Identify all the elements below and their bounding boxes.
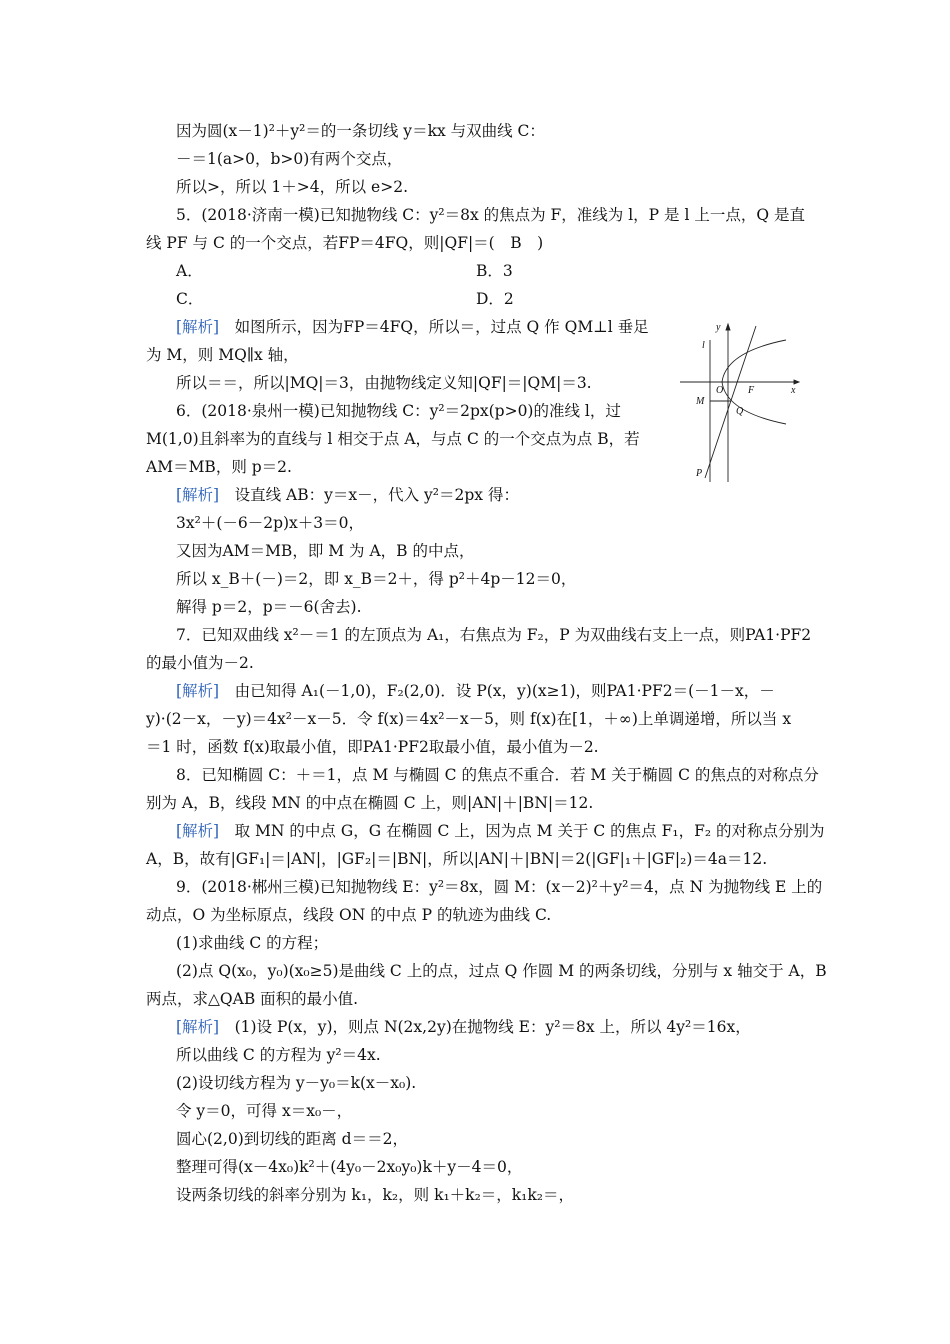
y-axis-arrow-icon [726,324,730,330]
line-text: 9．(2018·郴州三模)已知抛物线 E：y²＝8x，圆 M：(x－2)²＋y²＝4，点 N 为抛物线 E 上的 [176,878,823,896]
line-text: 由已知得 A₁(－1,0)，F₂(2,0)．设 P(x，y)(x≥1)，则PA1·PF2＝(－1－x，－ [219,682,775,700]
text-line [176,625,811,645]
text-line [146,709,791,729]
analysis-tag: [解析] [176,822,220,840]
label-m: M [696,396,705,407]
text-line [146,989,358,1009]
text-line [476,261,513,281]
label-l: l [702,340,705,351]
text-line [176,261,203,281]
text-line [176,961,827,981]
text-line [176,877,822,897]
text-line [176,933,328,953]
line-text: C． [176,290,204,308]
text-line [176,765,819,785]
line-text: 两点，求△QAB 面积的最小值. [146,990,359,1008]
line-text: 设两条切线的斜率分别为 k₁，k₂，则 k₁＋k₂＝，k₁k₂＝， [176,1186,574,1204]
line-text: 如图所示，因为FP＝4FQ，所以＝，过点 Q 作 QM⊥l 垂足 [219,318,649,336]
line-text: M(1,0)且斜率为的直线与 l 相交于点 A，与点 C 的一个交点为点 B，若 [146,430,640,448]
label-y: y [716,322,721,333]
label-x: x [791,385,796,396]
label-f: F [748,385,755,396]
line-text: 为 M，则 MQ∥x 轴， [146,346,299,364]
line-pf [705,326,756,478]
analysis-tag: [解析] [176,1018,220,1036]
line-text: 所以＝＝，所以|MQ|＝3，由抛物线定义知|QF|＝|QM|＝3. [176,374,592,392]
text-line [176,513,364,533]
text-line [146,429,640,449]
text-line [176,1157,522,1177]
text-line [176,1129,408,1149]
analysis-tag: [解析] [176,318,220,336]
text-line [146,345,299,365]
line-text: 5．(2018·济南一模)已知抛物线 C：y²＝8x 的焦点为 F，准线为 l，P 是 l 上一点，Q 是直 [176,206,805,224]
text-line [176,121,545,141]
line-text: 别为 A，B，线段 MN 的中点在椭圆 C 上，则|AN|＋|BN|＝12. [146,794,594,812]
text-line [146,849,767,869]
line-text: 8．已知椭圆 C：＋＝1，点 M 与椭圆 C 的焦点不重合．若 M 关于椭圆 C 的焦点的对称点分 [176,766,819,784]
label-p: P [696,468,703,479]
line-text: (2)设切线方程为 y－y₀＝k(x－x₀). [176,1074,417,1092]
text-line [176,177,408,197]
line-text: ＝1 时，函数 f(x)取最小值，即PA1·PF2取最小值，最小值为－2. [146,738,599,756]
x-axis-arrow-icon [794,380,799,384]
line-text: 又因为AM＝MB，即 M 为 A，B 的中点， [176,542,475,560]
line-text: 整理可得(x－4x₀)k²＋(4y₀－2x₀y₀)k＋y－4＝0， [176,1158,523,1176]
line-text: 设直线 AB：y＝x－，代入 y²＝2px 得： [219,486,519,504]
line-text: 动点，O 为坐标原点，线段 ON 的中点 P 的轨迹为曲线 C. [146,906,552,924]
text-line [176,317,649,337]
text-line [176,1045,381,1065]
line-text: 的最小值为－2. [146,654,254,672]
line-text: 解得 p＝2，p＝－6(舍去). [176,598,362,616]
line-text: 取 MN 的中点 G，G 在椭圆 C 上，因为点 M 关于 C 的焦点 F₁，F₂ 的对称点分别为 [219,822,825,840]
analysis-tag: [解析] [176,682,220,700]
text-line [176,485,519,505]
line-text: B．3 [476,262,513,280]
line-text: AM＝MB，则 p＝2. [146,458,292,476]
line-text: 令 y＝0，可得 x＝x₀－， [176,1102,353,1120]
text-line [146,653,254,673]
text-line [176,1185,574,1205]
text-line [176,821,824,841]
text-line [146,793,593,813]
text-line [176,1101,352,1121]
line-text: 7．已知双曲线 x²－＝1 的左顶点为 A₁，右焦点为 F₂，P 为双曲线右支上一点，则PA1·PF2 [176,626,812,644]
line-text: 线 PF 与 C 的一个交点，若FP＝4FQ，则|QF|＝( B ) [146,234,544,252]
label-q: Q [736,406,744,417]
text-line [176,1073,416,1093]
text-line [146,905,551,925]
label-o: O [716,385,724,396]
text-line [176,205,805,225]
line-text: 3x²＋(－6－2p)x＋3＝0， [176,514,365,532]
line-text: A，B，故有|GF₁|＝|AN|，|GF₂|＝|BN|，所以|AN|＋|BN|＝2(|GF|₁＋|GF|₂)＝4a＝12. [146,850,768,868]
line-text: 所以 x_B＋(－)＝2，即 x_B＝2＋，得 p²＋4p－12＝0， [176,570,577,588]
line-text: 圆心(2,0)到切线的距离 d＝＝2， [176,1130,408,1148]
line-text: A． [176,262,203,280]
text-line [176,597,362,617]
text-line [176,373,592,393]
line-text: D．2 [476,290,514,308]
text-line [146,457,292,477]
text-line [176,149,402,169]
text-line [176,401,621,421]
text-line [146,737,599,757]
text-line [176,1017,751,1037]
line-text: (1)设 P(x，y)，则点 N(2x,2y)在抛物线 E：y²＝8x 上，所以 4y²＝16x， [219,1018,751,1036]
line-text: (1)求曲线 C 的方程； [176,934,329,952]
line-text: 所以>，所以 1＋>4，所以 e>2. [176,178,409,196]
line-text: y)·(2－x，－y)＝4x²－x－5．令 f(x)＝4x²－x－5，则 f(x)在[1，＋∞)上单调递增，所以当 x [146,710,792,728]
text-line [176,289,203,309]
text-line [146,233,543,253]
text-line [176,541,475,561]
line-text: 6．(2018·泉州一模)已知抛物线 C：y²＝2px(p>0)的准线 l，过 [176,402,621,420]
text-line [476,289,514,309]
analysis-tag: [解析] [176,486,220,504]
line-text: 因为圆(x－1)²＋y²＝的一条切线 y＝kx 与双曲线 C： [176,122,545,140]
line-text: 所以曲线 C 的方程为 y²＝4x. [176,1046,381,1064]
line-text: (2)点 Q(x₀，y₀)(x₀≥5)是曲线 C 上的点，过点 Q 作圆 M 的两条切线，分别与 x 轴交于 A，B [176,962,827,980]
text-line [176,569,576,589]
parabola-figure [676,318,806,488]
line-text: －＝1(a>0，b>0)有两个交点， [176,150,403,168]
text-line [176,681,775,701]
